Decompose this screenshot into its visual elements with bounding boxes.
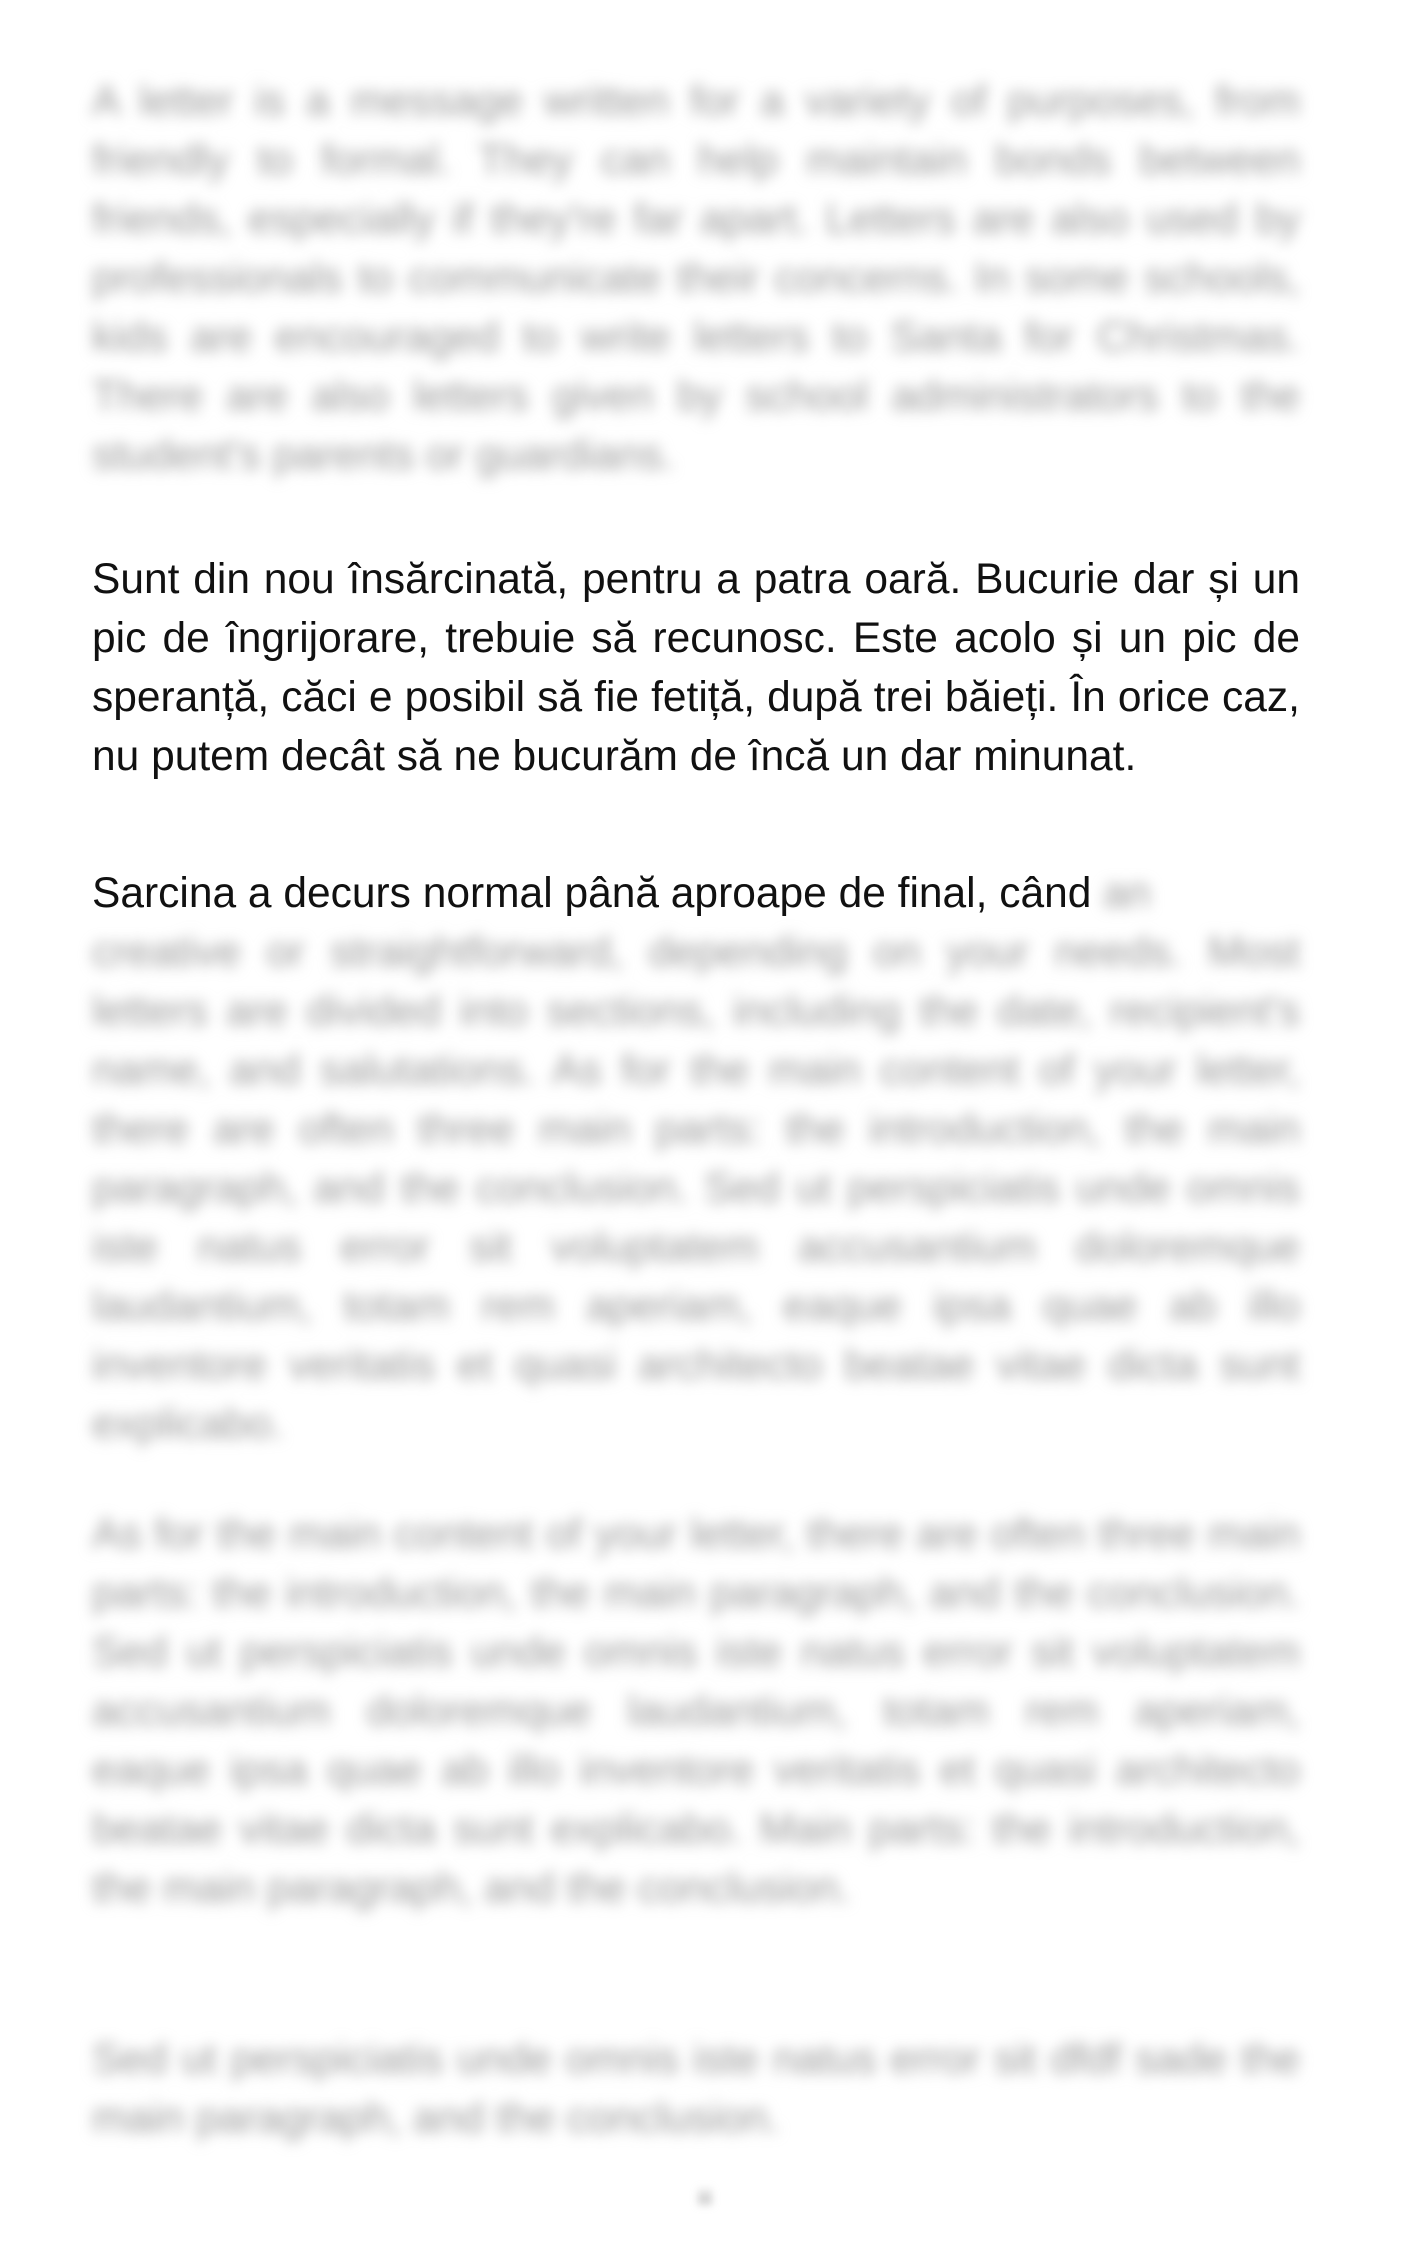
paragraph-sarcina: [92, 864, 1300, 923]
visible-sentence-start: Sarcina a decurs normal până aproape de final, când: [92, 870, 1092, 917]
blurred-paragraph-main-content: As for the main content of your letter, there are often three main parts: the introduction, the main paragraph, and the conclusion. Sed ut perspiciatis unde omnis iste natus error sit voluptatem accusantium doloremque laudantium, totam rem aperiam, eaque ipsa quae ab illo inventore veritatis et quasi architecto beatae vitae dicta sunt explicabo. Main parts: the introduction, the main paragraph, and the conclusion.: [92, 1511, 1300, 1912]
blurred-paragraph-intro: A letter is a message written for a variety of purposes, from friendly to formal. They can help maintain bonds between friends, especially if they're far apart. Letters are also used by professionals to communicate their concerns. In some schools, kids are encouraged to write letters to Santa for Christmas. There are also letters given by school administrators to the student's parents or guardians.: [92, 78, 1300, 479]
blurred-word: an: [1103, 870, 1151, 917]
visible-paragraph-pregnancy: Sunt din nou însărcinată, pentru a patra oară. Bucurie dar și un pic de îngrijorare, trebuie să recunosc. Este acolo și un pic de speranță, căci e posibil să fie fetiță, după trei băieți. În orice caz, nu putem decât să ne bucurăm de încă un dar minunat.: [92, 556, 1300, 780]
blurred-paragraph-continuation: creative or straightforward, depending on your needs. Most letters are divided into sections, including the date, recipient's name, and salutations. As for the main content of your letter, there are often three main parts: the introduction, the main paragraph, and the conclusion. Sed ut perspiciatis unde omnis iste natus error sit voluptatem accusantium doloremque laudantium, totam rem aperiam, eaque ipsa quae ab illo inventore veritatis et quasi architecto beatae vitae dicta sunt explicabo.: [92, 929, 1300, 1448]
page-number: iii: [697, 2185, 713, 2210]
blurred-paragraph-closing: Sed ut perspiciatis unde omnis iste natus error sit dfdf sade the main paragraph, and the conclusion.: [92, 2036, 1300, 2142]
